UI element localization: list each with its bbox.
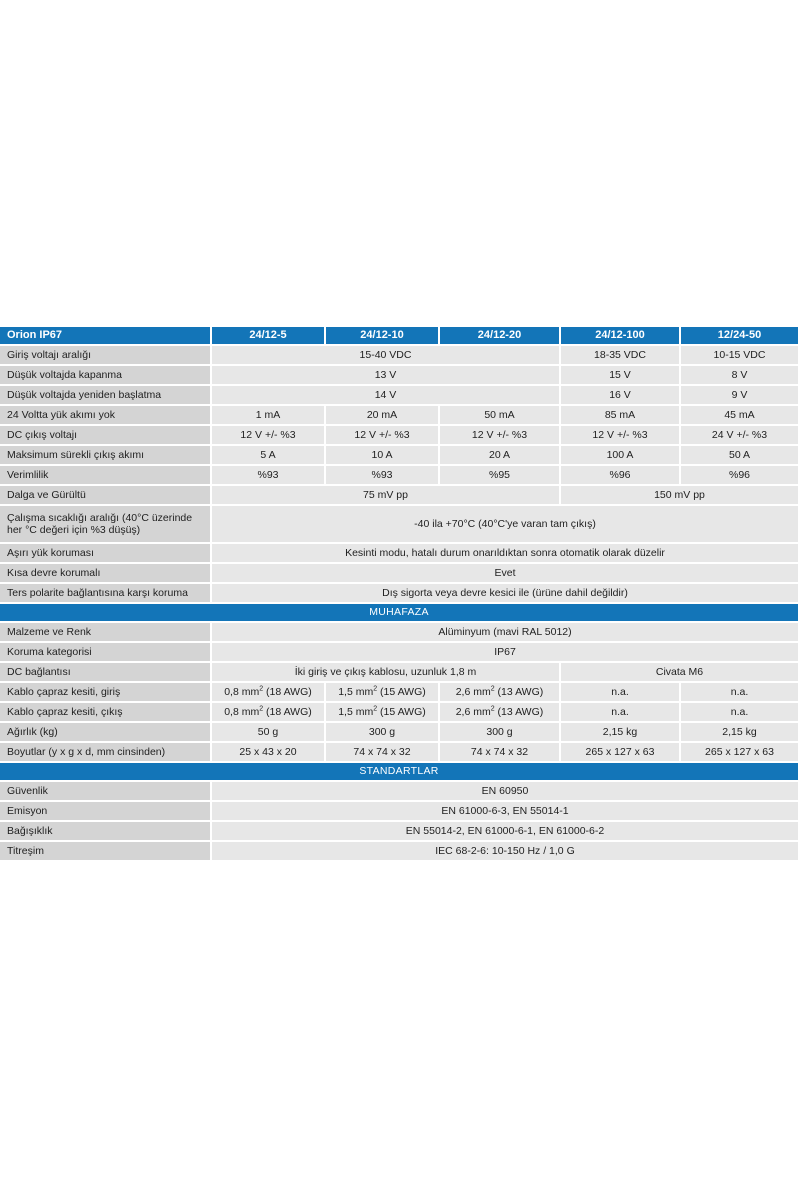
cell: n.a. xyxy=(681,703,800,723)
cell-text: (15 AWG) xyxy=(377,706,426,718)
row-label: Boyutlar (y x g x d, mm cinsinden) xyxy=(0,743,212,763)
cell xyxy=(440,703,561,723)
col-header: 24/12-20 xyxy=(440,327,561,346)
cell-text: (13 AWG) xyxy=(494,686,544,698)
table-row xyxy=(0,486,800,506)
cell xyxy=(326,683,440,703)
cell: Dış sigorta veya devre kesici ile (ürüne dahil değildir) xyxy=(212,584,800,604)
cell: -40 ila +70°C (40°C'ye varan tam çıkış) xyxy=(212,506,800,544)
cell: 12 V +/- %3 xyxy=(212,426,326,446)
cell-text: (18 AWG) xyxy=(263,686,312,698)
cell xyxy=(440,683,561,703)
cell: %93 xyxy=(326,466,440,486)
cell: 265 x 127 x 63 xyxy=(681,743,800,763)
cell: Kesinti modu, hatalı durum onarıldıktan sonra otomatik olarak düzelir xyxy=(212,544,800,564)
row-label: Kablo çapraz kesiti, çıkış xyxy=(0,703,212,723)
cell: %93 xyxy=(212,466,326,486)
cell: %95 xyxy=(440,466,561,486)
row-label: Aşırı yük koruması xyxy=(0,544,212,564)
table-row xyxy=(0,802,800,822)
cell-text: 0,8 mm xyxy=(224,686,260,698)
cell: İki giriş ve çıkış kablosu, uzunluk 1,8 m xyxy=(212,663,561,683)
cell: 300 g xyxy=(326,723,440,743)
cell-text: 2,6 mm xyxy=(455,686,491,698)
col-header: 24/12-10 xyxy=(326,327,440,346)
table-row xyxy=(0,506,800,544)
cell-text: 1,5 mm xyxy=(338,686,374,698)
cell: 25 x 43 x 20 xyxy=(212,743,326,763)
cell: 265 x 127 x 63 xyxy=(561,743,681,763)
cell-text: 0,8 mm xyxy=(224,706,260,718)
row-label: Giriş voltajı aralığı xyxy=(0,346,212,366)
cell: 20 mA xyxy=(326,406,440,426)
table-row xyxy=(0,426,800,446)
row-label: Düşük voltajda yeniden başlatma xyxy=(0,386,212,406)
cell: 12 V +/- %3 xyxy=(561,426,681,446)
row-label: Bağışıklık xyxy=(0,822,212,842)
section-title: MUHAFAZA xyxy=(0,604,800,623)
cell: 75 mV pp xyxy=(212,486,561,506)
table-row xyxy=(0,782,800,802)
superscript: 2 xyxy=(490,705,495,713)
cell: 8 V xyxy=(681,366,800,386)
row-label: Kablo çapraz kesiti, giriş xyxy=(0,683,212,703)
row-label: Ağırlık (kg) xyxy=(0,723,212,743)
cell: n.a. xyxy=(561,683,681,703)
cell: 15 V xyxy=(561,366,681,386)
cell: 16 V xyxy=(561,386,681,406)
table-row xyxy=(0,643,800,663)
cell: 2,15 kg xyxy=(561,723,681,743)
spec-table xyxy=(0,327,800,862)
cell: 24 V +/- %3 xyxy=(681,426,800,446)
table-row xyxy=(0,723,800,743)
col-header: 12/24-50 xyxy=(681,327,800,346)
superscript: 2 xyxy=(259,705,264,713)
header-row xyxy=(0,327,800,346)
cell: 13 V xyxy=(212,366,561,386)
superscript: 2 xyxy=(490,685,495,693)
row-label: Malzeme ve Renk xyxy=(0,623,212,643)
cell: n.a. xyxy=(681,683,800,703)
col-header: 24/12-100 xyxy=(561,327,681,346)
cell: 10-15 VDC xyxy=(681,346,800,366)
section-header-enclosure xyxy=(0,604,800,623)
cell-text: 1,5 mm xyxy=(338,706,374,718)
row-label: Güvenlik xyxy=(0,782,212,802)
cell: EN 60950 xyxy=(212,782,800,802)
cell: 12 V +/- %3 xyxy=(440,426,561,446)
cell: 1 mA xyxy=(212,406,326,426)
cell xyxy=(326,703,440,723)
cell: 50 A xyxy=(681,446,800,466)
cell: IP67 xyxy=(212,643,800,663)
superscript: 2 xyxy=(373,705,378,713)
row-label: Ters polarite bağlantısına karşı koruma xyxy=(0,584,212,604)
table-row xyxy=(0,466,800,486)
cell: Evet xyxy=(212,564,800,584)
cell xyxy=(212,683,326,703)
cell: 85 mA xyxy=(561,406,681,426)
cell: 100 A xyxy=(561,446,681,466)
row-label: Çalışma sıcaklığı aralığı (40°C üzerinde her °C değeri için %3 düşüş) xyxy=(0,506,212,544)
table-row xyxy=(0,564,800,584)
row-label: Maksimum sürekli çıkış akımı xyxy=(0,446,212,466)
model-name: Orion IP67 xyxy=(0,327,212,346)
row-label: DC çıkış voltajı xyxy=(0,426,212,446)
superscript: 2 xyxy=(259,685,264,693)
cell: n.a. xyxy=(561,703,681,723)
cell: 12 V +/- %3 xyxy=(326,426,440,446)
cell: %96 xyxy=(681,466,800,486)
cell: EN 61000-6-3, EN 55014-1 xyxy=(212,802,800,822)
cell-text: (18 AWG) xyxy=(263,706,312,718)
row-label: Verimlilik xyxy=(0,466,212,486)
cell: %96 xyxy=(561,466,681,486)
cell: Civata M6 xyxy=(561,663,800,683)
cell-text: (13 AWG) xyxy=(494,706,544,718)
table-row xyxy=(0,366,800,386)
row-label: Kısa devre korumalı xyxy=(0,564,212,584)
cell: IEC 68-2-6: 10-150 Hz / 1,0 G xyxy=(212,842,800,862)
table-row xyxy=(0,743,800,763)
row-label: 24 Voltta yük akımı yok xyxy=(0,406,212,426)
cell: EN 55014-2, EN 61000-6-1, EN 61000-6-2 xyxy=(212,822,800,842)
table-row xyxy=(0,584,800,604)
cell xyxy=(212,703,326,723)
table-row xyxy=(0,386,800,406)
cell: 15-40 VDC xyxy=(212,346,561,366)
cell: 5 A xyxy=(212,446,326,466)
section-title: STANDARTLAR xyxy=(0,763,800,782)
cell: Alüminyum (mavi RAL 5012) xyxy=(212,623,800,643)
row-label: Titreşim xyxy=(0,842,212,862)
table-row xyxy=(0,346,800,366)
row-label: DC bağlantısı xyxy=(0,663,212,683)
cell: 14 V xyxy=(212,386,561,406)
superscript: 2 xyxy=(373,685,378,693)
row-label: Düşük voltajda kapanma xyxy=(0,366,212,386)
table-row xyxy=(0,623,800,643)
table-row xyxy=(0,446,800,466)
table-row xyxy=(0,842,800,862)
row-label: Emisyon xyxy=(0,802,212,822)
cell: 9 V xyxy=(681,386,800,406)
table-row xyxy=(0,544,800,564)
cell: 74 x 74 x 32 xyxy=(326,743,440,763)
col-header: 24/12-5 xyxy=(212,327,326,346)
table-row xyxy=(0,663,800,683)
cell-text: 2,6 mm xyxy=(455,706,491,718)
cell: 74 x 74 x 32 xyxy=(440,743,561,763)
cell: 300 g xyxy=(440,723,561,743)
section-header-standards xyxy=(0,763,800,782)
cell: 18-35 VDC xyxy=(561,346,681,366)
table-row xyxy=(0,406,800,426)
cell: 50 g xyxy=(212,723,326,743)
cell-text: (15 AWG) xyxy=(377,686,426,698)
cell: 150 mV pp xyxy=(561,486,800,506)
cell: 10 A xyxy=(326,446,440,466)
cell: 2,15 kg xyxy=(681,723,800,743)
cell: 45 mA xyxy=(681,406,800,426)
row-label: Koruma kategorisi xyxy=(0,643,212,663)
row-label: Dalga ve Gürültü xyxy=(0,486,212,506)
cell: 20 A xyxy=(440,446,561,466)
table-row xyxy=(0,822,800,842)
table-row xyxy=(0,703,800,723)
table-row xyxy=(0,683,800,703)
cell: 50 mA xyxy=(440,406,561,426)
